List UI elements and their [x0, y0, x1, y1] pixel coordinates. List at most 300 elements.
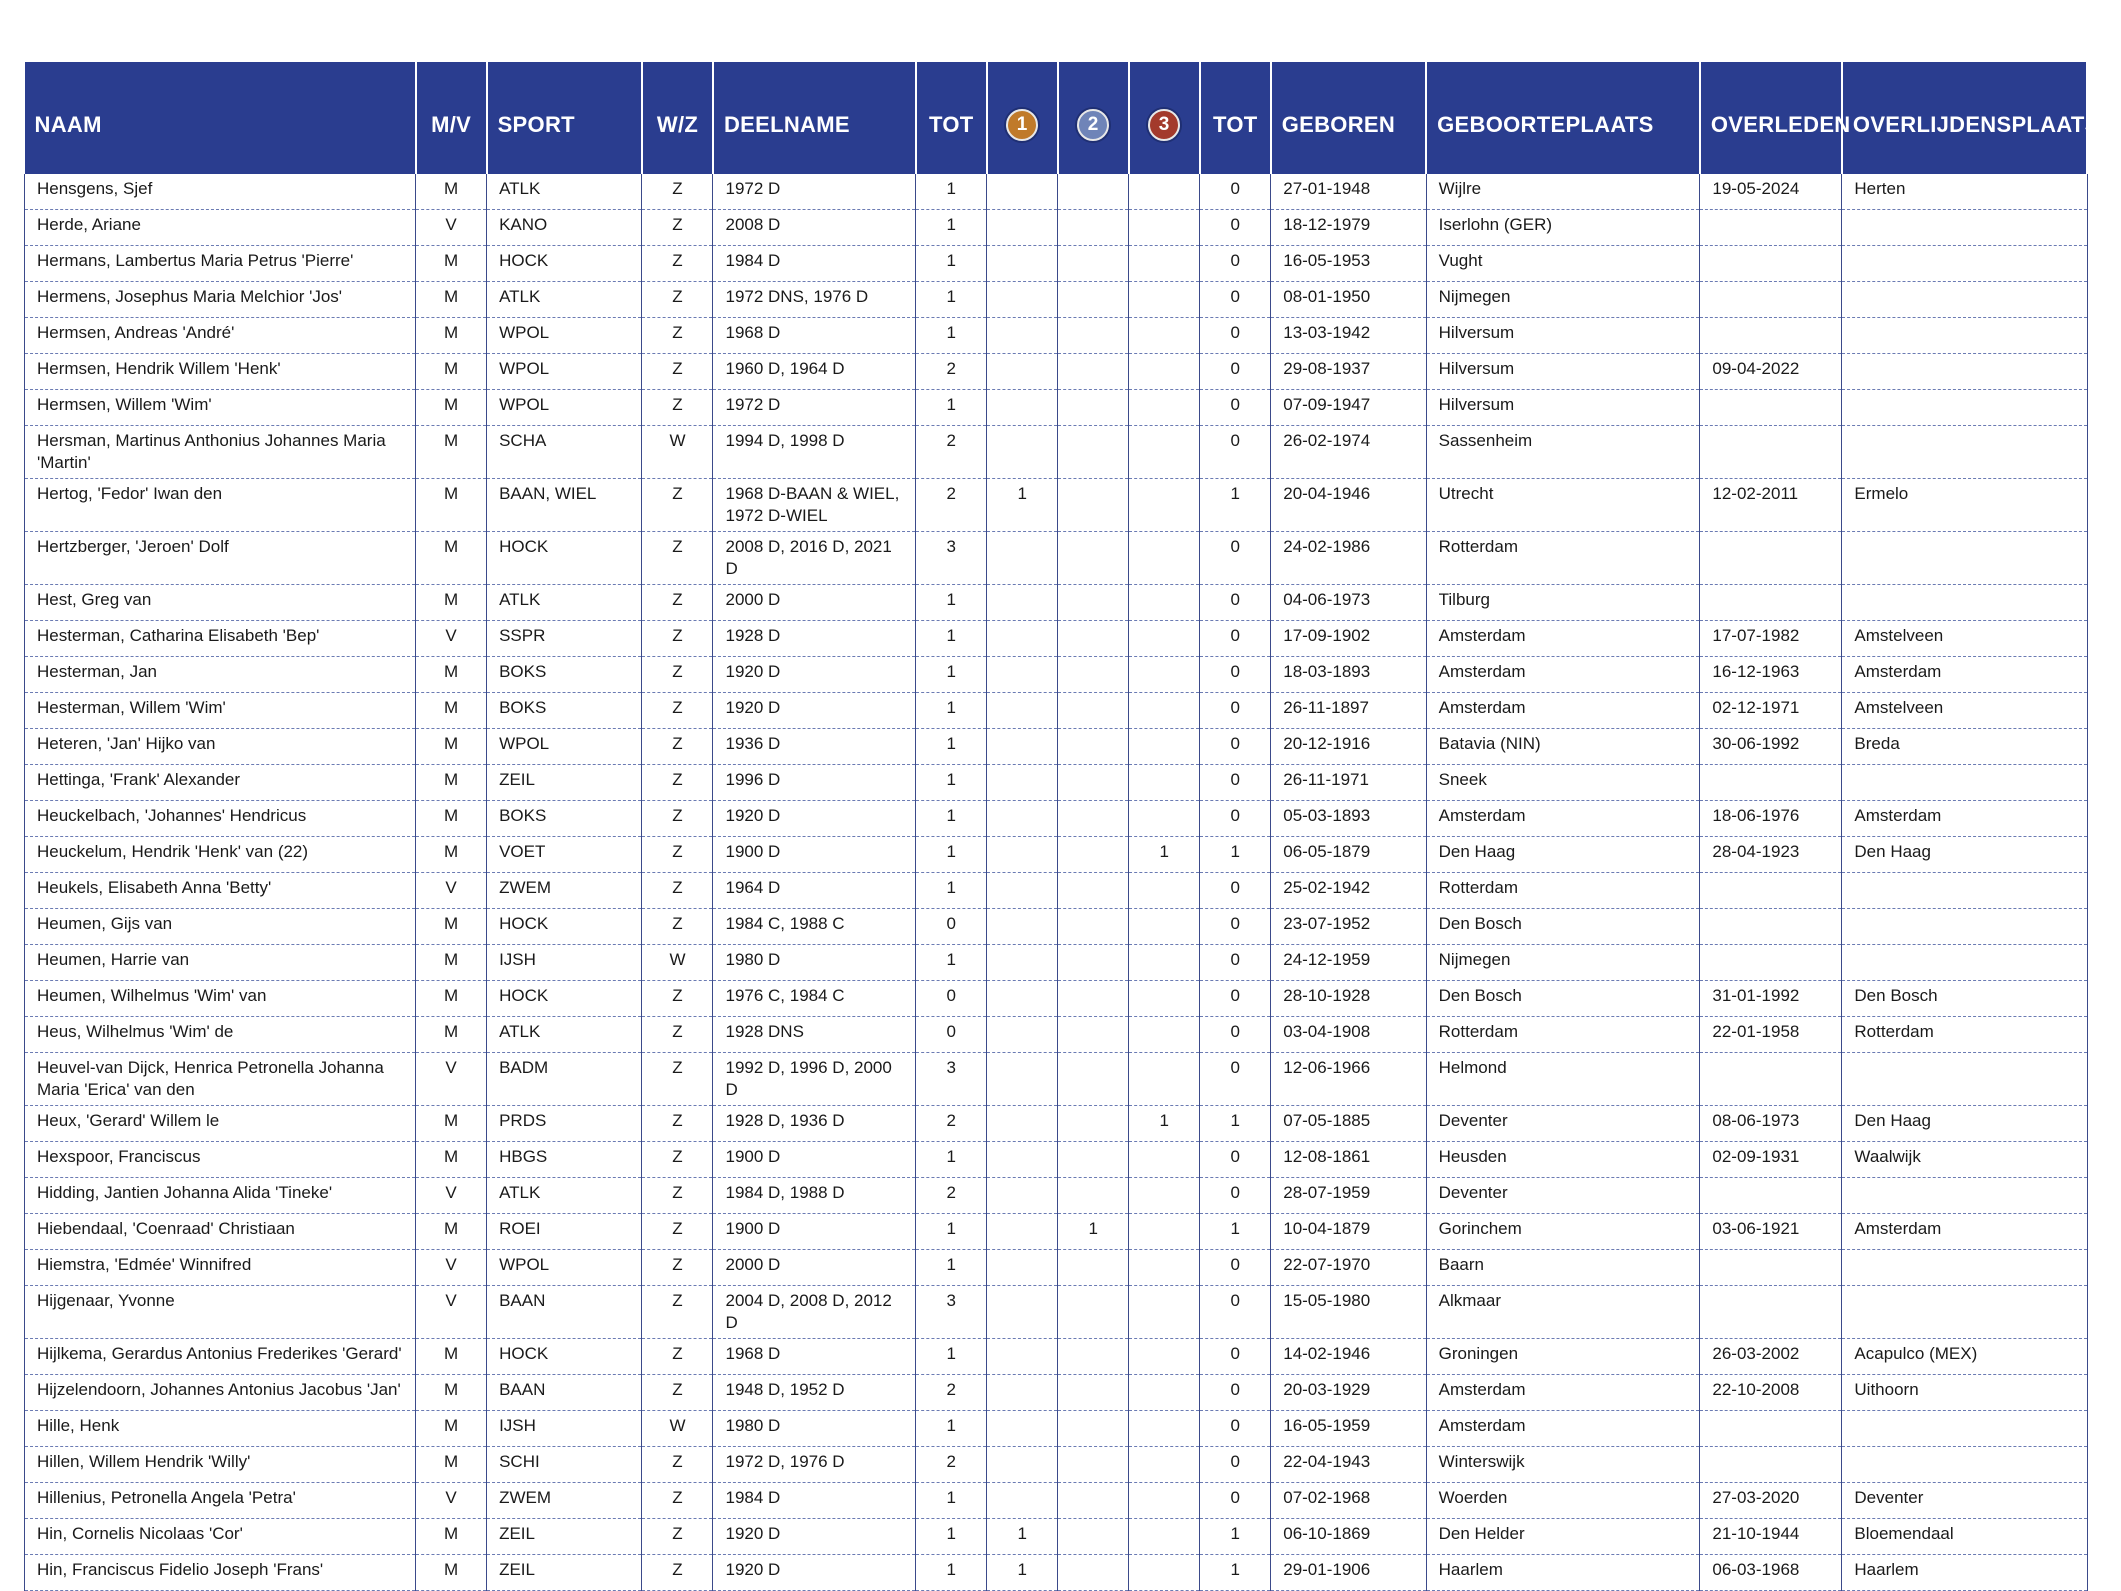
cell-overleden	[1700, 426, 1842, 479]
header-bronze-medal	[1129, 62, 1200, 174]
cell-bronze	[1129, 246, 1200, 282]
cell-gold	[987, 1106, 1058, 1142]
cell-wz: Z	[642, 585, 713, 621]
cell-naam: Hijzelendoorn, Johannes Antonius Jacobus 'Jan'	[25, 1375, 416, 1411]
cell-overleden: 08-06-1973	[1700, 1106, 1842, 1142]
cell-geboren: 12-06-1966	[1271, 1053, 1426, 1106]
cell-naam: Hermsen, Willem 'Wim'	[25, 390, 416, 426]
cell-bronze	[1129, 1555, 1200, 1591]
cell-geboren: 16-05-1959	[1271, 1411, 1426, 1447]
cell-tot-medals: 0	[1200, 532, 1271, 585]
cell-mv: M	[416, 532, 487, 585]
cell-sport: ZEIL	[487, 1519, 642, 1555]
header-geboorteplaats: GEBOORTEPLAATS	[1426, 62, 1700, 174]
cell-sport: ATLK	[487, 1178, 642, 1214]
cell-overleden: 09-04-2022	[1700, 354, 1842, 390]
cell-overlijdensplaats: Uithoorn	[1842, 1375, 2087, 1411]
cell-overlijdensplaats: Den Haag	[1842, 837, 2087, 873]
cell-overleden: 12-02-2011	[1700, 479, 1842, 532]
cell-overlijdensplaats: Amsterdam	[1842, 1214, 2087, 1250]
cell-silver	[1058, 873, 1129, 909]
cell-gold	[987, 318, 1058, 354]
table-row	[25, 1142, 2088, 1178]
cell-tot-participations: 1	[916, 657, 987, 693]
cell-deelname: 1972 D	[713, 174, 916, 210]
cell-geboorteplaats: Deventer	[1426, 1178, 1700, 1214]
cell-gold	[987, 1214, 1058, 1250]
header-sport: SPORT	[487, 62, 642, 174]
cell-naam: Heuvel-van Dijck, Henrica Petronella Johanna Maria 'Erica' van den	[25, 1053, 416, 1106]
cell-sport: ATLK	[487, 174, 642, 210]
cell-mv: M	[416, 585, 487, 621]
cell-tot-participations: 1	[916, 1142, 987, 1178]
cell-mv: M	[416, 1106, 487, 1142]
cell-tot-participations: 1	[916, 585, 987, 621]
cell-geboren: 27-01-1948	[1271, 174, 1426, 210]
cell-mv: M	[416, 1519, 487, 1555]
cell-geboorteplaats: Rotterdam	[1426, 873, 1700, 909]
cell-sport: BADM	[487, 1053, 642, 1106]
cell-overleden: 21-10-1944	[1700, 1519, 1842, 1555]
cell-wz: Z	[642, 837, 713, 873]
header-geboren: GEBOREN	[1271, 62, 1426, 174]
cell-tot-medals: 0	[1200, 765, 1271, 801]
cell-geboren: 16-05-1953	[1271, 246, 1426, 282]
cell-tot-medals: 0	[1200, 426, 1271, 479]
cell-naam: Hersman, Martinus Anthonius Johannes Maria 'Martin'	[25, 426, 416, 479]
cell-silver	[1058, 532, 1129, 585]
cell-wz: Z	[642, 657, 713, 693]
cell-gold	[987, 729, 1058, 765]
bronze-medal-icon: 3	[1148, 109, 1180, 141]
cell-tot-medals: 0	[1200, 1411, 1271, 1447]
cell-silver	[1058, 1053, 1129, 1106]
cell-tot-participations: 2	[916, 426, 987, 479]
cell-mv: M	[416, 801, 487, 837]
cell-tot-participations: 2	[916, 1178, 987, 1214]
cell-silver	[1058, 210, 1129, 246]
table-row	[25, 1017, 2088, 1053]
cell-geboorteplaats: Iserlohn (GER)	[1426, 210, 1700, 246]
cell-bronze	[1129, 532, 1200, 585]
cell-overleden: 26-03-2002	[1700, 1339, 1842, 1375]
cell-geboren: 20-03-1929	[1271, 1375, 1426, 1411]
cell-geboorteplaats: Nijmegen	[1426, 945, 1700, 981]
table-row	[25, 390, 2088, 426]
cell-tot-medals: 1	[1200, 837, 1271, 873]
cell-overleden	[1700, 1250, 1842, 1286]
cell-tot-participations: 2	[916, 479, 987, 532]
cell-wz: Z	[642, 1339, 713, 1375]
cell-overlijdensplaats	[1842, 1250, 2087, 1286]
cell-geboren: 20-04-1946	[1271, 479, 1426, 532]
cell-silver	[1058, 1555, 1129, 1591]
cell-overleden: 22-01-1958	[1700, 1017, 1842, 1053]
cell-mv: M	[416, 765, 487, 801]
cell-mv: M	[416, 246, 487, 282]
cell-sport: WPOL	[487, 390, 642, 426]
cell-tot-participations: 3	[916, 532, 987, 585]
cell-sport: WPOL	[487, 729, 642, 765]
cell-overleden	[1700, 1178, 1842, 1214]
cell-geboorteplaats: Alkmaar	[1426, 1286, 1700, 1339]
cell-silver	[1058, 693, 1129, 729]
cell-geboorteplaats: Den Bosch	[1426, 909, 1700, 945]
cell-geboorteplaats: Nijmegen	[1426, 282, 1700, 318]
table-row	[25, 1053, 2088, 1106]
cell-sport: ZWEM	[487, 1483, 642, 1519]
cell-geboren: 29-08-1937	[1271, 354, 1426, 390]
cell-gold	[987, 354, 1058, 390]
cell-silver	[1058, 426, 1129, 479]
cell-overlijdensplaats: Herten	[1842, 174, 2087, 210]
cell-silver	[1058, 246, 1129, 282]
cell-geboorteplaats: Hilversum	[1426, 354, 1700, 390]
cell-mv: M	[416, 1375, 487, 1411]
cell-sport: HOCK	[487, 909, 642, 945]
cell-bronze	[1129, 354, 1200, 390]
cell-tot-participations: 1	[916, 174, 987, 210]
cell-bronze	[1129, 909, 1200, 945]
cell-bronze: 1	[1129, 837, 1200, 873]
athlete-roster-table	[24, 62, 2100, 1591]
header-mv: M/V	[416, 62, 487, 174]
cell-naam: Heumen, Harrie van	[25, 945, 416, 981]
cell-tot-participations: 2	[916, 1447, 987, 1483]
cell-gold	[987, 693, 1058, 729]
table-row	[25, 909, 2088, 945]
cell-gold	[987, 1053, 1058, 1106]
cell-geboorteplaats: Baarn	[1426, 1250, 1700, 1286]
cell-deelname: 1972 D	[713, 390, 916, 426]
cell-deelname: 1994 D, 1998 D	[713, 426, 916, 479]
cell-mv: M	[416, 981, 487, 1017]
cell-wz: Z	[642, 1106, 713, 1142]
cell-mv: M	[416, 479, 487, 532]
cell-tot-participations: 1	[916, 390, 987, 426]
cell-sport: ATLK	[487, 282, 642, 318]
cell-tot-participations: 1	[916, 945, 987, 981]
cell-tot-participations: 1	[916, 837, 987, 873]
cell-gold	[987, 1178, 1058, 1214]
cell-naam: Hiemstra, 'Edmée' Winnifred	[25, 1250, 416, 1286]
cell-bronze	[1129, 873, 1200, 909]
cell-wz: Z	[642, 174, 713, 210]
cell-sport: BAAN, WIEL	[487, 479, 642, 532]
cell-gold	[987, 1142, 1058, 1178]
cell-deelname: 1900 D	[713, 837, 916, 873]
cell-geboren: 28-10-1928	[1271, 981, 1426, 1017]
cell-deelname: 2000 D	[713, 585, 916, 621]
cell-naam: Hexspoor, Franciscus	[25, 1142, 416, 1178]
cell-bronze	[1129, 693, 1200, 729]
cell-geboorteplaats: Woerden	[1426, 1483, 1700, 1519]
cell-deelname: 1920 D	[713, 1519, 916, 1555]
cell-wz: Z	[642, 354, 713, 390]
cell-silver	[1058, 174, 1129, 210]
cell-tot-medals: 0	[1200, 1178, 1271, 1214]
cell-naam: Hest, Greg van	[25, 585, 416, 621]
cell-overlijdensplaats	[1842, 532, 2087, 585]
table-row	[25, 318, 2088, 354]
table-row	[25, 246, 2088, 282]
cell-overlijdensplaats: Breda	[1842, 729, 2087, 765]
cell-wz: Z	[642, 1555, 713, 1591]
cell-naam: Heteren, 'Jan' Hijko van	[25, 729, 416, 765]
cell-deelname: 1976 C, 1984 C	[713, 981, 916, 1017]
cell-tot-medals: 0	[1200, 909, 1271, 945]
roster-sheet	[24, 62, 2100, 1579]
cell-sport: HOCK	[487, 246, 642, 282]
cell-bronze	[1129, 1250, 1200, 1286]
table-row	[25, 837, 2088, 873]
cell-tot-medals: 0	[1200, 282, 1271, 318]
cell-wz: Z	[642, 479, 713, 532]
cell-overlijdensplaats: Bloemendaal	[1842, 1519, 2087, 1555]
cell-overlijdensplaats	[1842, 585, 2087, 621]
cell-overleden: 02-12-1971	[1700, 693, 1842, 729]
cell-naam: Heuckelbach, 'Johannes' Hendricus	[25, 801, 416, 837]
table-row	[25, 532, 2088, 585]
cell-gold	[987, 621, 1058, 657]
cell-sport: BOKS	[487, 801, 642, 837]
cell-tot-participations: 2	[916, 1375, 987, 1411]
cell-geboren: 26-02-1974	[1271, 426, 1426, 479]
cell-tot-medals: 0	[1200, 1053, 1271, 1106]
cell-silver	[1058, 909, 1129, 945]
cell-geboren: 26-11-1897	[1271, 693, 1426, 729]
cell-geboren: 12-08-1861	[1271, 1142, 1426, 1178]
cell-geboorteplaats: Rotterdam	[1426, 1017, 1700, 1053]
cell-sport: SCHA	[487, 426, 642, 479]
cell-geboren: 10-04-1879	[1271, 1214, 1426, 1250]
cell-silver	[1058, 729, 1129, 765]
cell-geboorteplaats: Amsterdam	[1426, 693, 1700, 729]
cell-wz: Z	[642, 390, 713, 426]
cell-silver	[1058, 801, 1129, 837]
cell-mv: M	[416, 693, 487, 729]
cell-gold	[987, 909, 1058, 945]
cell-sport: IJSH	[487, 945, 642, 981]
cell-overleden	[1700, 1411, 1842, 1447]
cell-deelname: 1984 C, 1988 C	[713, 909, 916, 945]
cell-overleden	[1700, 873, 1842, 909]
table-row	[25, 479, 2088, 532]
cell-bronze	[1129, 1286, 1200, 1339]
table-row	[25, 693, 2088, 729]
cell-tot-medals: 0	[1200, 693, 1271, 729]
cell-deelname: 1920 D	[713, 801, 916, 837]
cell-geboren: 08-01-1950	[1271, 282, 1426, 318]
cell-mv: M	[416, 1447, 487, 1483]
cell-silver	[1058, 657, 1129, 693]
cell-overlijdensplaats: Den Bosch	[1842, 981, 2087, 1017]
cell-sport: WPOL	[487, 1250, 642, 1286]
cell-naam: Heus, Wilhelmus 'Wim' de	[25, 1017, 416, 1053]
cell-bronze	[1129, 585, 1200, 621]
cell-mv: V	[416, 1483, 487, 1519]
cell-tot-participations: 1	[916, 873, 987, 909]
cell-geboren: 04-06-1973	[1271, 585, 1426, 621]
cell-tot-medals: 1	[1200, 1519, 1271, 1555]
cell-gold	[987, 390, 1058, 426]
cell-geboorteplaats: Hilversum	[1426, 390, 1700, 426]
cell-tot-participations: 1	[916, 729, 987, 765]
cell-tot-medals: 0	[1200, 1339, 1271, 1375]
cell-wz: Z	[642, 1286, 713, 1339]
cell-overleden	[1700, 945, 1842, 981]
cell-overleden	[1700, 909, 1842, 945]
cell-overleden: 18-06-1976	[1700, 801, 1842, 837]
cell-tot-medals: 0	[1200, 246, 1271, 282]
cell-tot-medals: 0	[1200, 1017, 1271, 1053]
cell-gold	[987, 801, 1058, 837]
cell-gold	[987, 1017, 1058, 1053]
cell-tot-medals: 0	[1200, 621, 1271, 657]
cell-bronze	[1129, 1339, 1200, 1375]
cell-mv: M	[416, 1142, 487, 1178]
cell-geboorteplaats: Hilversum	[1426, 318, 1700, 354]
cell-tot-participations: 1	[916, 1483, 987, 1519]
cell-tot-participations: 1	[916, 318, 987, 354]
cell-overleden	[1700, 282, 1842, 318]
header-naam: NAAM	[25, 62, 416, 174]
cell-gold: 1	[987, 1555, 1058, 1591]
cell-tot-medals: 0	[1200, 729, 1271, 765]
cell-sport: IJSH	[487, 1411, 642, 1447]
cell-deelname: 1920 D	[713, 1555, 916, 1591]
cell-deelname: 1936 D	[713, 729, 916, 765]
cell-tot-medals: 0	[1200, 174, 1271, 210]
cell-silver	[1058, 390, 1129, 426]
cell-bronze	[1129, 1142, 1200, 1178]
cell-mv: V	[416, 210, 487, 246]
cell-overleden: 22-10-2008	[1700, 1375, 1842, 1411]
cell-naam: Hertog, 'Fedor' Iwan den	[25, 479, 416, 532]
gold-medal-icon: 1	[1006, 109, 1038, 141]
cell-overlijdensplaats	[1842, 318, 2087, 354]
table-row	[25, 354, 2088, 390]
cell-overleden	[1700, 585, 1842, 621]
cell-tot-medals: 0	[1200, 318, 1271, 354]
cell-geboren: 15-05-1980	[1271, 1286, 1426, 1339]
cell-overleden	[1700, 1447, 1842, 1483]
cell-naam: Hidding, Jantien Johanna Alida 'Tineke'	[25, 1178, 416, 1214]
cell-overleden	[1700, 210, 1842, 246]
cell-geboorteplaats: Winterswijk	[1426, 1447, 1700, 1483]
cell-gold	[987, 1339, 1058, 1375]
cell-geboren: 07-09-1947	[1271, 390, 1426, 426]
cell-overlijdensplaats	[1842, 945, 2087, 981]
cell-sport: HOCK	[487, 981, 642, 1017]
cell-tot-medals: 0	[1200, 981, 1271, 1017]
cell-tot-participations: 1	[916, 1555, 987, 1591]
cell-sport: HOCK	[487, 1339, 642, 1375]
cell-mv: V	[416, 1053, 487, 1106]
cell-deelname: 1992 D, 1996 D, 2000 D	[713, 1053, 916, 1106]
cell-silver	[1058, 621, 1129, 657]
cell-wz: Z	[642, 1447, 713, 1483]
cell-deelname: 1984 D	[713, 1483, 916, 1519]
cell-silver	[1058, 981, 1129, 1017]
cell-sport: BOKS	[487, 693, 642, 729]
cell-wz: Z	[642, 1483, 713, 1519]
cell-mv: M	[416, 318, 487, 354]
cell-tot-participations: 1	[916, 1411, 987, 1447]
table-row	[25, 1339, 2088, 1375]
cell-tot-medals: 1	[1200, 1214, 1271, 1250]
cell-overleden	[1700, 390, 1842, 426]
cell-wz: Z	[642, 1519, 713, 1555]
cell-silver	[1058, 1286, 1129, 1339]
cell-geboorteplaats: Heusden	[1426, 1142, 1700, 1178]
table-row	[25, 1555, 2088, 1591]
cell-geboren: 14-02-1946	[1271, 1339, 1426, 1375]
cell-overlijdensplaats	[1842, 282, 2087, 318]
cell-geboren: 24-12-1959	[1271, 945, 1426, 981]
cell-deelname: 1964 D	[713, 873, 916, 909]
cell-tot-participations: 1	[916, 621, 987, 657]
cell-wz: Z	[642, 981, 713, 1017]
cell-tot-participations: 1	[916, 1519, 987, 1555]
cell-bronze: 1	[1129, 1106, 1200, 1142]
cell-mv: M	[416, 1555, 487, 1591]
header-gold-medal	[987, 62, 1058, 174]
cell-sport: HOCK	[487, 532, 642, 585]
cell-geboorteplaats: Gorinchem	[1426, 1214, 1700, 1250]
table-row	[25, 1178, 2088, 1214]
header-deelname: DEELNAME	[713, 62, 916, 174]
cell-wz: W	[642, 426, 713, 479]
cell-deelname: 1980 D	[713, 945, 916, 981]
table-row	[25, 1214, 2088, 1250]
cell-geboren: 22-04-1943	[1271, 1447, 1426, 1483]
cell-silver	[1058, 1519, 1129, 1555]
header-row	[25, 62, 2088, 174]
cell-deelname: 2008 D, 2016 D, 2021 D	[713, 532, 916, 585]
cell-naam: Hesterman, Jan	[25, 657, 416, 693]
cell-tot-medals: 0	[1200, 945, 1271, 981]
cell-tot-medals: 0	[1200, 1142, 1271, 1178]
cell-geboren: 18-03-1893	[1271, 657, 1426, 693]
cell-gold	[987, 426, 1058, 479]
cell-wz: Z	[642, 532, 713, 585]
cell-geboorteplaats: Amsterdam	[1426, 801, 1700, 837]
cell-deelname: 1928 DNS	[713, 1017, 916, 1053]
cell-wz: Z	[642, 765, 713, 801]
cell-geboren: 29-01-1906	[1271, 1555, 1426, 1591]
cell-tot-participations: 1	[916, 801, 987, 837]
cell-tot-medals: 0	[1200, 657, 1271, 693]
cell-wz: Z	[642, 693, 713, 729]
cell-mv: V	[416, 1250, 487, 1286]
cell-naam: Hermsen, Andreas 'André'	[25, 318, 416, 354]
cell-tot-participations: 2	[916, 354, 987, 390]
cell-mv: M	[416, 1339, 487, 1375]
cell-tot-participations: 1	[916, 1250, 987, 1286]
cell-deelname: 1968 D	[713, 318, 916, 354]
cell-deelname: 1900 D	[713, 1142, 916, 1178]
cell-mv: M	[416, 1017, 487, 1053]
silver-medal-icon: 2	[1077, 109, 1109, 141]
cell-sport: ATLK	[487, 1017, 642, 1053]
table-row	[25, 1411, 2088, 1447]
cell-bronze	[1129, 1411, 1200, 1447]
cell-silver	[1058, 585, 1129, 621]
cell-bronze	[1129, 621, 1200, 657]
cell-bronze	[1129, 765, 1200, 801]
cell-mv: M	[416, 945, 487, 981]
